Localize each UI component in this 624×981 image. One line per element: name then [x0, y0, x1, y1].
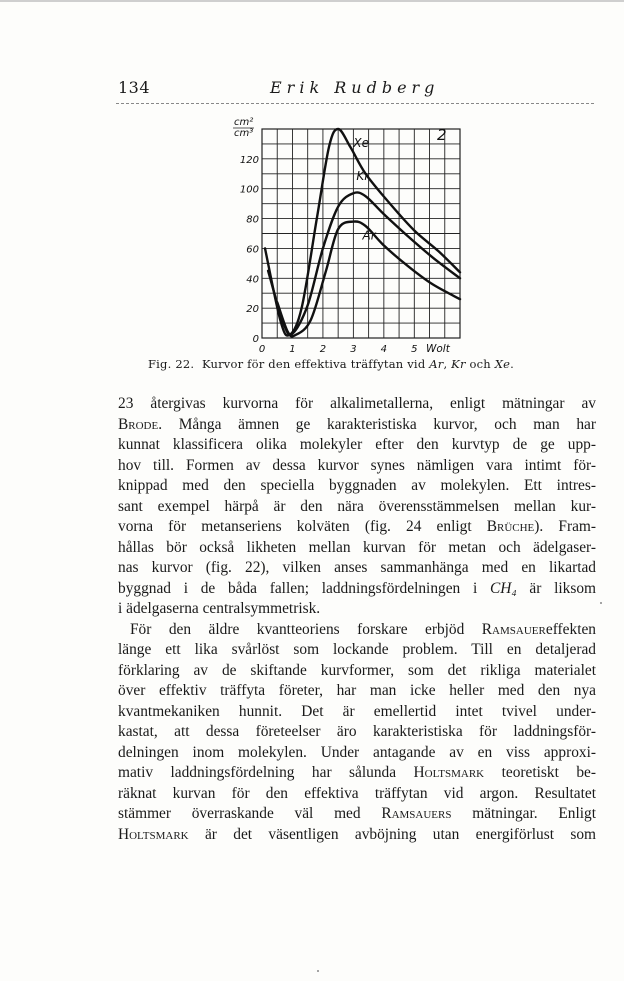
series-label-ar: Ar	[362, 228, 376, 243]
caption-xe: Xe	[494, 357, 511, 371]
x-tick-label: 5	[411, 344, 418, 355]
y-unit-top: cm²	[234, 117, 254, 128]
text-line: kvantmekaniken hunnit. Det är emellertid intet tvivel under-	[118, 702, 596, 720]
text-line: stämmer överraskande väl med Ramsauers mätningar. Enligt	[118, 805, 596, 822]
running-head: Erik Rudberg	[270, 78, 440, 97]
caption-text: Kurvor för den effektiva träffytan vid	[201, 357, 430, 371]
chemical-formula: CH₄	[489, 579, 517, 597]
figure-22	[230, 112, 470, 358]
y-tick-label: 60	[246, 244, 259, 256]
text-line: räknat kurvan för den effektiva träffytan vid argon. Resultatet	[118, 784, 596, 802]
text-line: kunnat klassificera olika molekyler efter den kurvtyp de ge upp-	[118, 436, 596, 453]
text-line: Brode. Många ämnen ge karakteristiska kurvor, och man har	[118, 415, 596, 433]
text-line: mativ laddningsfördelning har sålunda Holtsmark teoretiskt be-	[118, 764, 596, 781]
print-speck	[317, 970, 319, 972]
y-unit-bottom: cm³	[234, 128, 254, 139]
x-tick-label: 4	[380, 344, 388, 355]
x-tick-label: 1	[289, 344, 296, 355]
print-speck	[600, 602, 602, 604]
text-line: över effektiv träffyta företer, har man icke heller med den nya	[118, 682, 596, 699]
header-rule	[116, 103, 594, 104]
text-line: i ädelgaserna centralsymmetrisk.	[118, 600, 321, 617]
text-line: nas kurvor (fig. 22), vilken anses sammanhänga med en likartad	[118, 559, 596, 576]
caption-ar: Ar	[429, 357, 444, 371]
author-name: Brüche	[486, 518, 535, 535]
cross-section-chart	[230, 112, 470, 358]
caption-och: och	[465, 357, 495, 371]
text-line: sant exempel härpå är den nära överensstämmelsen mellan kur-	[118, 497, 596, 515]
body-text	[118, 394, 596, 845]
text-line: länge ett lika svårlöst som lockande problem. Till en detaljerad	[118, 641, 596, 658]
x-axis-unit: Wolt	[426, 343, 450, 355]
text-line: För den äldre kvantteoriens forskare erbjöd Ramsauereffekten	[130, 620, 596, 638]
series-label-kr: Kr	[356, 168, 370, 183]
text-line: byggnad i de båda fallen; laddningsfördelningen i CH₄ är liksom	[118, 579, 596, 597]
caption-end: .	[510, 357, 515, 371]
figure-corner-number: 2	[437, 126, 447, 144]
chart-grid	[262, 129, 460, 338]
x-tick-label: 0	[258, 344, 266, 355]
x-axis-ticks	[259, 344, 418, 355]
author-name: Ramsauer	[481, 620, 546, 638]
text-line: hållas bör också likheten mellan kurvan för metan och ädelgaser-	[118, 538, 596, 556]
page-number: 134	[118, 78, 151, 97]
y-tick-label: 80	[246, 214, 259, 226]
y-tick-label: 100	[239, 184, 259, 196]
text-line: delningen inom molekylen. Under antagande av en viss approxi-	[118, 743, 596, 761]
x-tick-label: 3	[350, 344, 357, 355]
x-tick-label: 2	[319, 344, 327, 355]
y-axis-ticks	[240, 155, 259, 345]
caption-kr: Kr	[451, 357, 466, 371]
text-line: 23 återgivas kurvorna för alkalimetallerna, enligt mätningar av	[118, 395, 596, 412]
figure-caption	[148, 357, 568, 371]
text-line: vorna för metanseriens kolväten (fig. 24 enligt Brüche). Fram-	[118, 518, 596, 535]
y-tick-label: 40	[246, 274, 259, 286]
text-line: kastat, att dessa företeelser äro karakteristiska för laddningsför-	[118, 723, 596, 740]
text-line: knippad med den speciella byggnaden av molekylen. Ett intres-	[118, 477, 596, 494]
chart-series	[265, 129, 460, 336]
y-tick-label: 20	[246, 304, 259, 316]
series-label-xe: Xe	[353, 135, 369, 150]
page-top-edge	[0, 0, 624, 2]
author-name: Brode	[118, 415, 159, 433]
caption-prefix: Fig. 22.	[148, 357, 195, 371]
caption-comma: ,	[443, 357, 452, 371]
author-name: Holtsmark	[118, 825, 189, 843]
page-header	[118, 78, 596, 100]
y-tick-label: 120	[239, 154, 259, 166]
y-tick-label: 0	[252, 334, 259, 345]
text-line: Holtsmark är det väsentligen avböjning utan energiförlust som	[118, 825, 596, 843]
text-line: förklaring av de skiftande kurvformer, som det rikliga materialet	[118, 661, 596, 679]
author-name: Holtsmark	[413, 764, 485, 781]
author-name: Ramsauers	[381, 805, 452, 822]
text-line: hov till. Formen av dessa kurvor synes nämligen vara intimt för-	[118, 456, 596, 474]
